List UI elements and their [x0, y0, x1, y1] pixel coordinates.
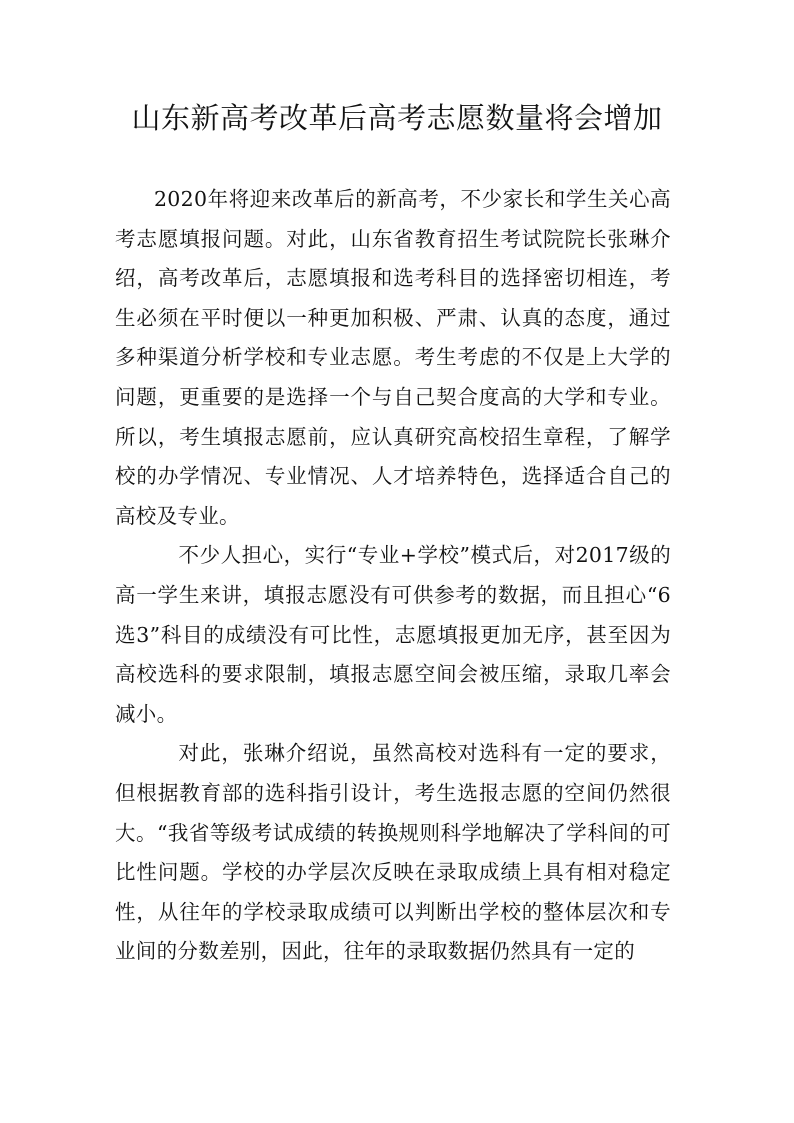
document-title: 山东新高考改革后高考志愿数量将会增加 — [131, 101, 663, 135]
paragraph-1: 2020年将迎来改革后的新高考，不少家长和学生关心高考志愿填报问题。对此，山东省教育招生考试院院长张琳介绍，高考改革后，志愿填报和选考科目的选择密切相连，考生必须在平时便以一种更加积极、严肃、认真的态度，通过多种渠道分析学校和专业志愿。考生考虑的不仅是上大学的问题，更重要的是选择一个与自己契合度高的大学和专业。所以，考生填报志愿前，应认真研究高校招生章程，了解学校的办学情况、专业情况、人才培养特色，选择适合自己的高校及专业。 — [115, 187, 671, 528]
paragraph-2: 不少人担心，实行“专业+学校”模式后，对2017级的高一学生来讲，填报志愿没有可供参考的数据，而且担心“6选3”科目的成绩没有可比性，志愿填报更加无序，甚至因为高校选科的要求限制，填报志愿空间会被压缩，录取几率会减小。 — [115, 543, 671, 726]
paragraph-3: 对此，张琳介绍说，虽然高校对选科有一定的要求，但根据教育部的选科指引设计，考生选报志愿的空间仍然很大。“我省等级考试成绩的转换规则科学地解决了学科间的可比性问题。学校的办学层次反映在录取成绩上具有相对稳定性，从往年的学校录取成绩可以判断出学校的整体层次和专业间的分数差别，因此，往年的录取数据仍然具有一定的 — [115, 741, 671, 964]
document-body — [115, 180, 671, 972]
